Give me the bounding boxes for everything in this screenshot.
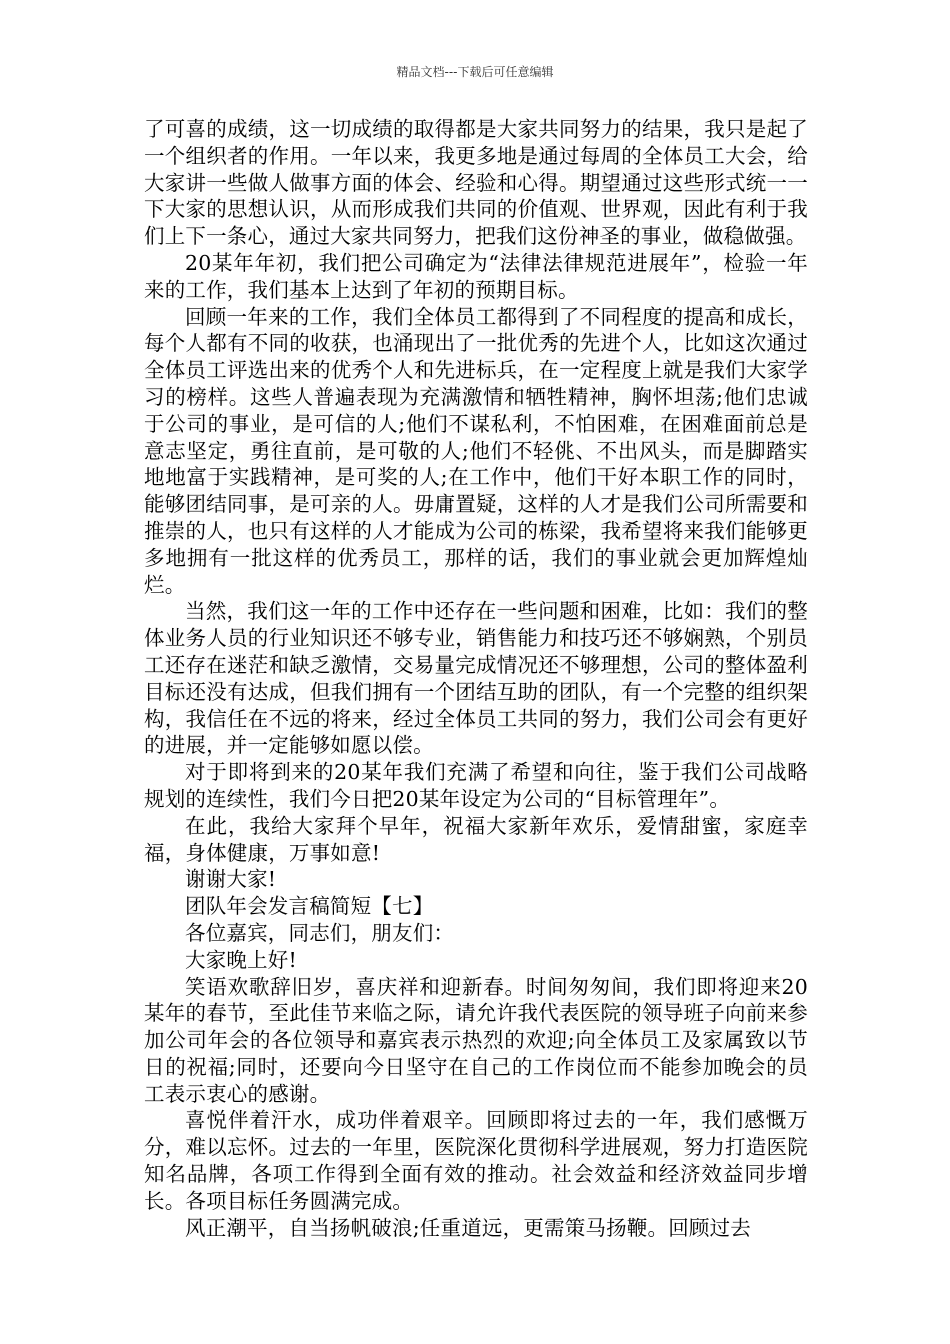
- paragraph-1: 了可喜的成绩，这一切成绩的取得都是大家共同努力的结果，我只是起了一个组织者的作用。一年以来，我更多地是通过每周的全体员工大会，给大家讲一些做人做事方面的体会、经验和心得。期望通过这些形式统一一下大家的思想认识，从而形成我们共同的价值观、世界观，因此有利于我们上下一条心，通过大家共同努力，把我们这份神圣的事业，做稳做强。: [144, 117, 808, 249]
- paragraph-7: 谢谢大家!: [185, 867, 277, 892]
- page-header: 精品文档---下载后可任意编辑: [396, 65, 554, 79]
- paragraph-4: 当然，我们这一年的工作中还存在一些问题和困难，比如：我们的整体业务人员的行业知识还不够专业，销售能力和技巧还不够娴熟，个别员工还存在迷茫和缺乏激情，交易量完成情况还不够理想，公司的整体盈利目标还没有达成，但我们拥有一个团结互助的团队，有一个完整的组织架构，我信任在不远的将来，经过全体员工共同的努力，我们公司会有更好的进展，并一定能够如愿以偿。: [144, 599, 808, 758]
- paragraph-5: 对于即将到来的20某年我们充满了希望和向往，鉴于我们公司战略规划的连续性，我们今日把20某年设定为公司的“目标管理年”。: [144, 760, 808, 811]
- greeting: 大家晚上好!: [185, 947, 297, 972]
- paragraph-6: 在此，我给大家拜个早年，祝福大家新年欢乐，爱情甜蜜，家庭幸福，身体健康，万事如意!: [144, 813, 808, 865]
- paragraph-3: 回顾一年来的工作，我们全体员工都得到了不同程度的提高和成长，每个人都有不同的收获，也涌现出了一批优秀的先进个人，比如这次通过全体员工评选出来的优秀个人和先进标兵，在一定程度上就是我们大家学习的榜样。这些人普遍表现为充满激情和牺牲精神，胸怀坦荡;他们忠诚于公司的事业，是可信的人;他们不谋私利，不怕困难，在困难面前总是意志坚定，勇往直前，是可敬的人;他们不轻佻、不出风头，而是脚踏实地地富于实践精神，是可奖的人;在工作中，他们干好本职工作的同时，能够团结同事，是可亲的人。毋庸置疑，这样的人才是我们公司所需要和推崇的人，也只有这样的人才能成为公司的栋梁，我希望将来我们能够更多地拥有一批这样的优秀员工，那样的话，我们的事业就会更加辉煌灿烂。: [144, 304, 808, 597]
- paragraph-13: 风正潮平，自当扬帆破浪;任重道远，更需策马扬鞭。回顾过去: [185, 1215, 752, 1240]
- paragraph-2: 20某年年初，我们把公司确定为“法律法律规范进展年”，检验一年来的工作，我们基本上达到了年初的预期目标。: [144, 250, 808, 302]
- paragraph-11: 笑语欢歌辞旧岁，喜庆祥和迎新春。时间匆匆间，我们即将迎来20某年的春节，至此佳节来临之际，请允许我代表医院的领导班子向前来参加公司年会的各位领导和嘉宾表示热烈的欢迎;向全体员工及家属致以节日的祝福;同时，还要向今日坚守在自己的工作岗位而不能参加晚会的员工表示衷心的感谢。: [144, 974, 808, 1106]
- salutation: 各位嘉宾，同志们，朋友们：: [185, 920, 455, 945]
- paragraph-12: 喜悦伴着汗水，成功伴着艰辛。回顾即将过去的一年，我们感慨万分，难以忘怀。过去的一年里，医院深化贯彻科学进展观，努力打造医院知名品牌，各项工作得到全面有效的推动。社会效益和经济效益同步增长。各项目标任务圆满完成。: [144, 1108, 808, 1213]
- section-heading: 团队年会发言稿简短【七】: [185, 894, 434, 919]
- document-body: [144, 116, 808, 1241]
